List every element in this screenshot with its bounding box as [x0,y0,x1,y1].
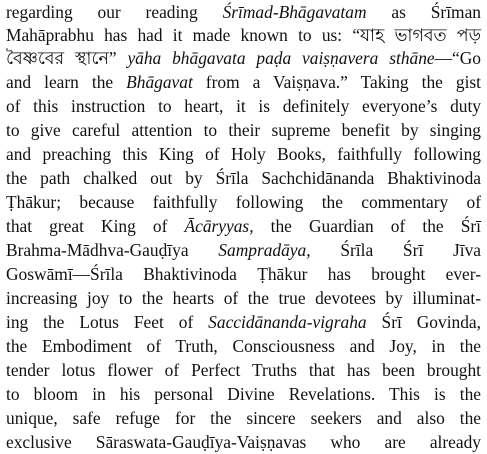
text-run: Goswāmī—Śrīla Bhaktivinoda Ṭhākur has brought ever- [6,264,481,284]
italic-text: yāha bhāgavata paḍa vaiṣṇavera sthāne [127,48,435,68]
text-run: Mahāprabhu has had it made known to us: “যাহ ভাগবত পড় [6,25,481,45]
italic-text: Ācāryyas, [184,216,254,236]
text-run: to give careful attention to their supreme benefit by singing [6,120,481,140]
text-run: বৈষ্ণবের স্থানে” [6,48,128,68]
text-run: and learn the [6,72,127,92]
text-run: tender lotus flower of Perfect Truths that has been brought [6,360,481,380]
text-run: from a Vaiṣṇava.” Taking the gist [192,72,481,92]
text-run: Śrīla Śrī Jīva [310,240,481,260]
text-run: of this instruction to heart, it is definitely everyone’s duty [6,96,481,116]
text-line [6,0,481,24]
text-run: increasing joy to the hearts of the true devotees by illuminat- [6,288,481,308]
italic-text: Saccidānanda-vigraha [208,312,367,332]
text-line [6,238,481,262]
text-line [6,358,481,382]
text-line [6,430,481,454]
text-run: exclusive Sāraswata-Gauḍīya-Vaiṣṇavas who are already [6,432,481,452]
text-run: the path chalked out by Śrīla Sachchidānanda Bhaktivinoda [6,168,481,188]
text-line [6,382,481,406]
text-run: and preaching this King of Holy Books, faithfully following [6,144,481,164]
text-run: the Embodiment of Truth, Consciousness and Joy, in the [6,336,481,356]
text-line [6,118,481,142]
text-run: the Guardian of the Śrī [253,216,481,236]
italic-text: Śrīmad-Bhāgavatam [222,2,367,22]
text-line [6,94,481,118]
text-line [6,214,481,238]
text-run: Ṭhākur; because faithfully following the commentary of [6,192,481,212]
text-line [6,310,481,334]
italic-text: Bhāgavat [126,72,193,92]
text-line [6,70,481,94]
text-line [6,46,481,70]
text-line [6,262,481,286]
text-run: Śrī Govinda, [366,312,481,332]
text-run: regarding our reading [6,2,223,22]
text-line [6,190,481,214]
text-run: to bloom in his personal Divine Revelations. This is the [6,384,481,404]
text-run: unique, safe refuge for the sincere seekers and also the [6,408,481,428]
text-run: —“Go [434,48,481,68]
text-line [6,23,481,47]
text-line [6,142,481,166]
italic-text: Sampradāya, [218,240,311,260]
text-run: as Śrīman [366,2,481,22]
text-run: Brahma-Mādhva-Gauḍīya [6,240,219,260]
text-line [6,166,481,190]
text-line [6,334,481,358]
text-line [6,406,481,430]
text-run: that great King of [6,216,185,236]
text-run: ing the Lotus Feet of [6,312,209,332]
text-line [6,286,481,310]
